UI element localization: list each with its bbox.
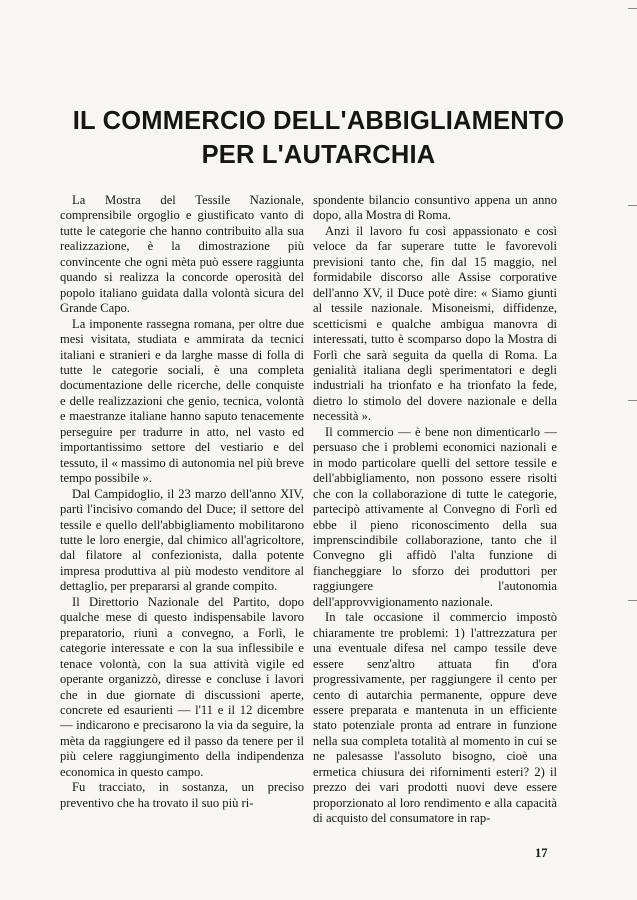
paragraph: spondente bilancio consuntivo appena un anno dopo, alla Mostra di Roma. (313, 193, 557, 223)
scan-edge-mark (628, 8, 637, 9)
article-title-line-2: PER L'AUTARCHIA (201, 141, 436, 169)
paragraph: Il commercio — è bene non dimenticarlo — persuaso che i problemi economici nazionali e in modo particolare quelli del settore tessile e dell'abbigliamento, non possono essere risolti che con la collaborazione di tutte le categorie, partecipò attivamente al Convegno di Forlì ed ebbe il pieno riconoscimento della sua imprenscindibile collaborazione, tanto che il Convegno gli affidò l'alta funzione di fiancheggiare lo sforzo dei produttori per raggiungere l'autonomia dell'approvvigionamento nazionale. (313, 424, 557, 609)
article-title-line-1: IL COMMERCIO DELL'ABBIGLIAMENTO (72, 107, 565, 135)
scan-edge-mark (628, 205, 637, 206)
paragraph: La imponente rassegna romana, per oltre due mesi visitata, studiata e ammirata da tecnici italiani e stranieri e da larghe masse di folla di tutte le categorie sociali, è una completa documentazione delle ricerche, delle conquiste e delle realizzazioni che genio, tecnica, volontà e maestranze italiane hanno saputo tenacemente perseguire per tradurre in atto, nel vasto ed importantissimo settore del vestiario e del tessuto, il « massimo di autonomia nel più breve tempo possibile ». (60, 316, 304, 486)
paragraph: Dal Campidoglio, il 23 marzo dell'anno XIV, partì l'incisivo comando del Duce; il settore del tessile e quello dell'abbigliamento mobilitarono tutte le loro energie, dal chimico all'agricoltore, dal filatore al confezionista, dalla potente impresa produttiva al più modesto venditore al dettaglio, per prepararsi al grande compito. (60, 486, 304, 594)
paragraph: Fu tracciato, in sostanza, un preciso preventivo che ha trovato il suo più ri- (60, 780, 304, 810)
scan-edge-mark (628, 600, 637, 601)
page-number: 17 (535, 846, 548, 860)
paragraph: Anzi il lavoro fu così appassionato e così veloce da far superare tutte le favorevoli previsioni tanto che, fin dal 15 maggio, nel formidabile discorso alle Assise corporative dell'anno XV, il Duce potè dire: « Siamo giunti al tessile nazionale. Misoneismi, diffidenze, scetticismi e qualche ambigua manovra di interessati, tutto è scomparso dopo la Mostra di Forlì che sarà seguita da quella di Roma. La genialità italiana degli sperimentatori e degli industriali ha trionfato e ha trionfato la fede, dietro lo stimolo del dovere nazionale e della necessità ». (313, 223, 557, 424)
scan-edge-mark (628, 400, 637, 401)
left-column (60, 193, 304, 811)
paragraph: In tale occasione il commercio impostò chiaramente tre problemi: 1) l'attrezzatura per una eventuale difesa nel campo tessile deve essere senz'altro attuata fin d'ora progressivamente, per raggiungere il cento per cento di autarchia permanente, oppure deve essere preparata e mantenuta in un efficiente stato potenziale pronta ad entrare in funzione nella sua completa totalità al momento in cui se ne palesasse l'assoluto bisogno, cioè una ermetica chiusura dei rifornimenti esteri? 2) il prezzo dei vari prodotti nuovi deve essere proporzionato al loro rendimento e alla capacità di acquisto del consumatore in rap- (313, 610, 557, 826)
paragraph: La Mostra del Tessile Nazionale, comprensibile orgoglio e giustificato vanto di tutte le categorie che hanno contribuito alla sua realizzazione, è la dimostrazione più convincente che ogni mèta può essere raggiunta quando si realizza la concorde operosità del popolo italiano guidata dalla volontà sicura del Grande Capo. (60, 193, 304, 316)
paragraph: Il Direttorio Nazionale del Partito, dopo qualche mese di questo indispensabile lavoro preparatorio, riunì a convegno, a Forlì, le categorie interessate e con la sua inflessibile e tenace volontà, con la sua attività vigile ed operante organizzò, diresse e concluse i lavori che in due giornate di discussioni aperte, concrete ed esaurienti — l'11 e il 12 dicembre — indicarono e precisarono la via da seguire, la mèta da raggiungere ed il passo da tenere per il più celere raggiungimento della indipendenza economica in questo campo. (60, 594, 304, 779)
right-column (313, 193, 557, 827)
